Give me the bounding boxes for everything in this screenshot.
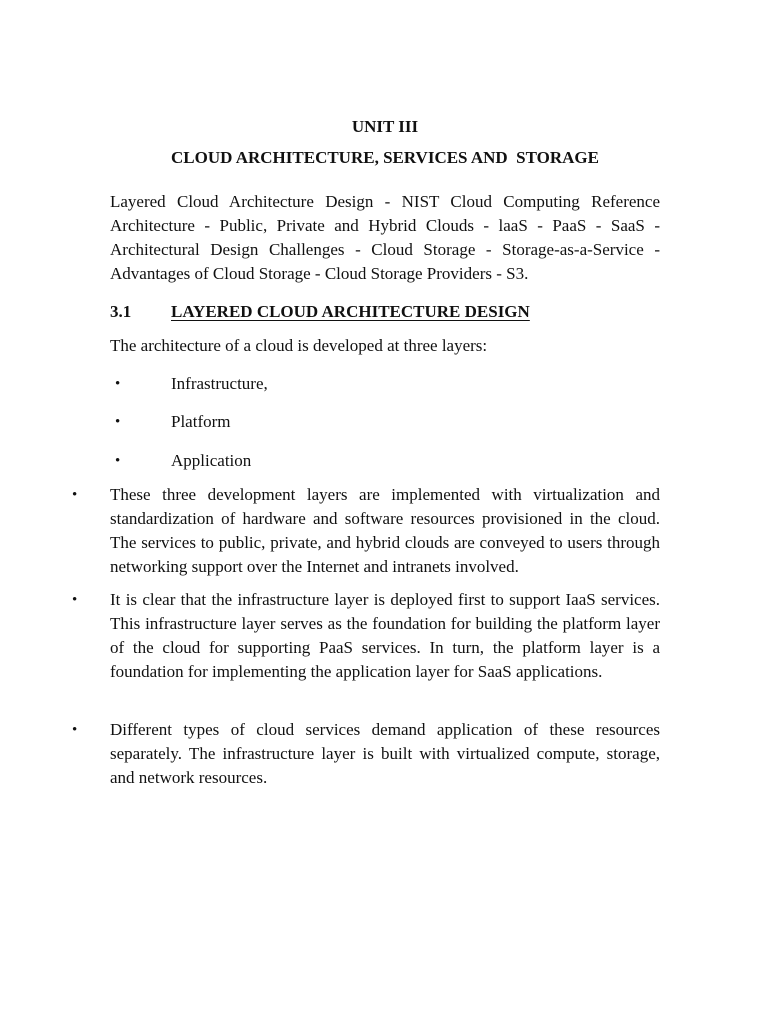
bullet-icon: • bbox=[115, 453, 121, 469]
layer-list-item bbox=[110, 410, 660, 434]
bullet-icon: • bbox=[115, 414, 121, 430]
layer-label: Infrastructure, bbox=[171, 374, 268, 393]
syllabus-paragraph: Layered Cloud Architecture Design - NIST Cloud Computing Reference Architecture - Public, Private and Hybrid Clouds - laaS - PaaS - SaaS - Architectural Design Challenges - Cloud Storage - Storage-as-a-Service - Advantages of Cloud Storage - Cloud Storage Providers - S3. bbox=[110, 192, 660, 283]
paragraph-text: These three development layers are implemented with virtualization and standardization of hardware and software resources provisioned in the cloud. The services to public, private, and hybrid clouds are conveyed to users through networking support over the Internet and intranets involved. bbox=[110, 485, 660, 576]
bullet-icon: • bbox=[72, 592, 78, 608]
section-heading bbox=[110, 300, 660, 324]
layer-list-item bbox=[110, 449, 660, 473]
layer-list-item bbox=[110, 372, 660, 396]
unit-title: UNIT III bbox=[351, 117, 419, 136]
chapter-title: CLOUD ARCHITECTURE, SERVICES AND STORAGE bbox=[171, 148, 599, 167]
bullet-icon: • bbox=[72, 722, 78, 738]
paragraph-text: Different types of cloud services demand application of these resources separately. The infrastructure layer is built with virtualized compute, storage, and network resources. bbox=[110, 720, 660, 787]
paragraph-text: It is clear that the infrastructure layer is deployed first to support IaaS services. This infrastructure layer serves as the foundation for building the platform layer of the cloud for supporting PaaS services. In turn, the platform layer is a foundation for implementing the application layer for SaaS applications. bbox=[110, 590, 660, 681]
bullet-icon: • bbox=[115, 376, 121, 392]
bullet-icon: • bbox=[72, 487, 78, 503]
section-intro: The architecture of a cloud is developed at three layers: bbox=[110, 336, 488, 355]
layer-label: Application bbox=[171, 451, 252, 470]
layer-label: Platform bbox=[171, 412, 231, 431]
section-number: 3.1 bbox=[110, 302, 132, 321]
section-title: LAYERED CLOUD ARCHITECTURE DESIGN bbox=[171, 302, 530, 321]
